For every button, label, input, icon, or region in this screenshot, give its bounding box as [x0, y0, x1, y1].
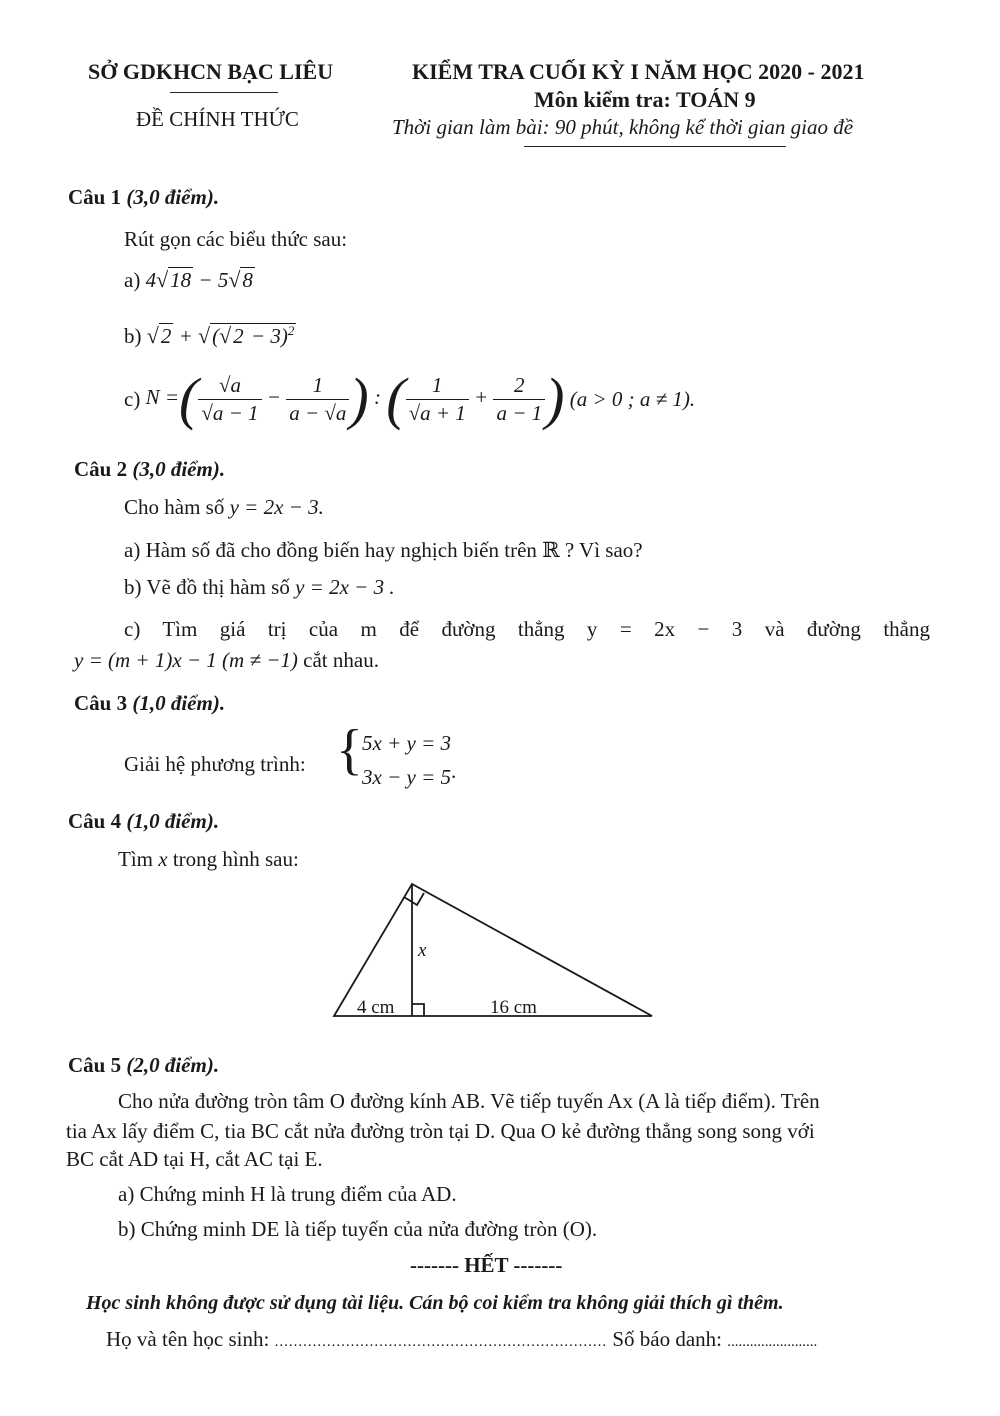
q2-part-c-line1: c) Tìm giá trị của m để đường thẳng y = 2x − 3 và đường thẳng — [124, 617, 930, 641]
q2-function: y = 2x − 3. — [229, 495, 324, 519]
department-name: SỞ GDKHCN BẠC LIÊU — [88, 59, 334, 84]
q1-b-label: b) — [124, 324, 142, 348]
q1-a-label: a) — [124, 268, 141, 292]
q2-c-line-equation: y = (m + 1)x − 1 (m ≠ −1) — [74, 648, 298, 672]
q2-part-a: a) Hàm số đã cho đồng biến hay nghịch biến trên ℝ ? Vì sao? — [124, 538, 643, 562]
q3-prompt: Giải hệ phương trình: — [124, 752, 306, 776]
exam-time-note: Thời gian làm bài: 90 phút, không kể thời gian giao đề — [392, 115, 854, 139]
q3-period: . — [451, 759, 457, 783]
official-label: ĐỀ CHÍNH THỨC — [136, 107, 299, 131]
q5-points: (2,0 điểm). — [126, 1053, 220, 1077]
q1-a-expression: 4√18 − 5√8 — [145, 267, 253, 292]
student-name-blank[interactable]: ...................................................................... — [274, 1334, 608, 1350]
right-angle-mark-apex — [404, 893, 424, 905]
q4-points: (1,0 điểm). — [126, 809, 220, 833]
q1-points: (3,0 điểm). — [126, 185, 220, 209]
q2-b-function: y = 2x − 3 . — [295, 575, 395, 599]
q1-prompt: Rút gọn các biểu thức sau: — [124, 227, 348, 251]
q1-c-condition: (a > 0 ; a ≠ 1). — [569, 386, 696, 411]
q3-equation-1: 5x + y = 3 — [362, 731, 451, 755]
q5-line-2: tia Ax lấy điểm C, tia BC cắt nửa đường tròn tại D. Qua O kẻ đường thẳng song song với — [66, 1119, 815, 1143]
student-id-label: Số báo danh: — [612, 1327, 722, 1351]
q4-title: Câu 4 — [68, 809, 122, 833]
q2-b-text: b) Vẽ đồ thị hàm số — [124, 575, 290, 599]
system-brace: { — [336, 719, 363, 781]
q2-title: Câu 2 — [74, 457, 128, 481]
q5-line-3: BC cắt AD tại H, cắt AC tại E. — [66, 1147, 323, 1171]
q3-points: (1,0 điểm). — [132, 691, 226, 715]
q4-prompt-suffix: trong hình sau: — [172, 847, 299, 871]
q3-equation-2: 3x − y = 5 — [362, 765, 451, 789]
label-x: x — [418, 940, 427, 961]
q4-prompt-prefix: Tìm — [118, 847, 153, 871]
end-marker: ------- HẾT ------- — [410, 1253, 563, 1277]
footer-note: Học sinh không được sử dụng tài liệu. Cán bộ coi kiểm tra không giải thích gì thêm. — [86, 1292, 784, 1314]
q2-points: (3,0 điểm). — [132, 457, 226, 481]
q2-prompt-text: Cho hàm số — [124, 495, 225, 519]
q3-title: Câu 3 — [74, 691, 128, 715]
student-info-line — [106, 1326, 817, 1352]
label-4cm: 4 cm — [357, 997, 395, 1018]
q1-b-expression: $√2 + √(√2 - 3)^2$ — [146, 323, 295, 348]
q5-part-b: b) Chứng minh DE là tiếp tuyến của nửa đường tròn (O). — [118, 1217, 598, 1241]
q4-prompt-var: x — [158, 847, 168, 871]
q5-line-1: Cho nửa đường tròn tâm O đường kính AB. Vẽ tiếp tuyến Ax (A là tiếp điểm). Trên — [118, 1089, 820, 1113]
q1-c-expression: N =( $\frac{√a}{√a - 1}$ − $\frac{1}{a - √a}$ ) : ( $\frac{1}{√a + 1}$ + $\frac{2}{a - 1}$ ) — [145, 366, 565, 431]
q1-c-label: c) — [124, 386, 141, 411]
label-16cm: 16 cm — [490, 997, 537, 1018]
student-name-label: Họ và tên học sinh: — [106, 1327, 270, 1351]
exam-subject: Môn kiểm tra: TOÁN 9 — [534, 87, 756, 112]
q2-c-line-text: cắt nhau. — [303, 648, 379, 672]
right-angle-mark-foot — [412, 1004, 424, 1016]
student-id-blank[interactable]: ........................ — [727, 1334, 818, 1350]
q5-part-a: a) Chứng minh H là trung điểm của AD. — [118, 1182, 457, 1206]
q1-title: Câu 1 — [68, 185, 122, 209]
exam-title: KIỂM TRA CUỐI KỲ I NĂM HỌC 2020 - 2021 — [412, 59, 865, 84]
q5-heading — [68, 1052, 219, 1078]
q5-title: Câu 5 — [68, 1053, 122, 1077]
